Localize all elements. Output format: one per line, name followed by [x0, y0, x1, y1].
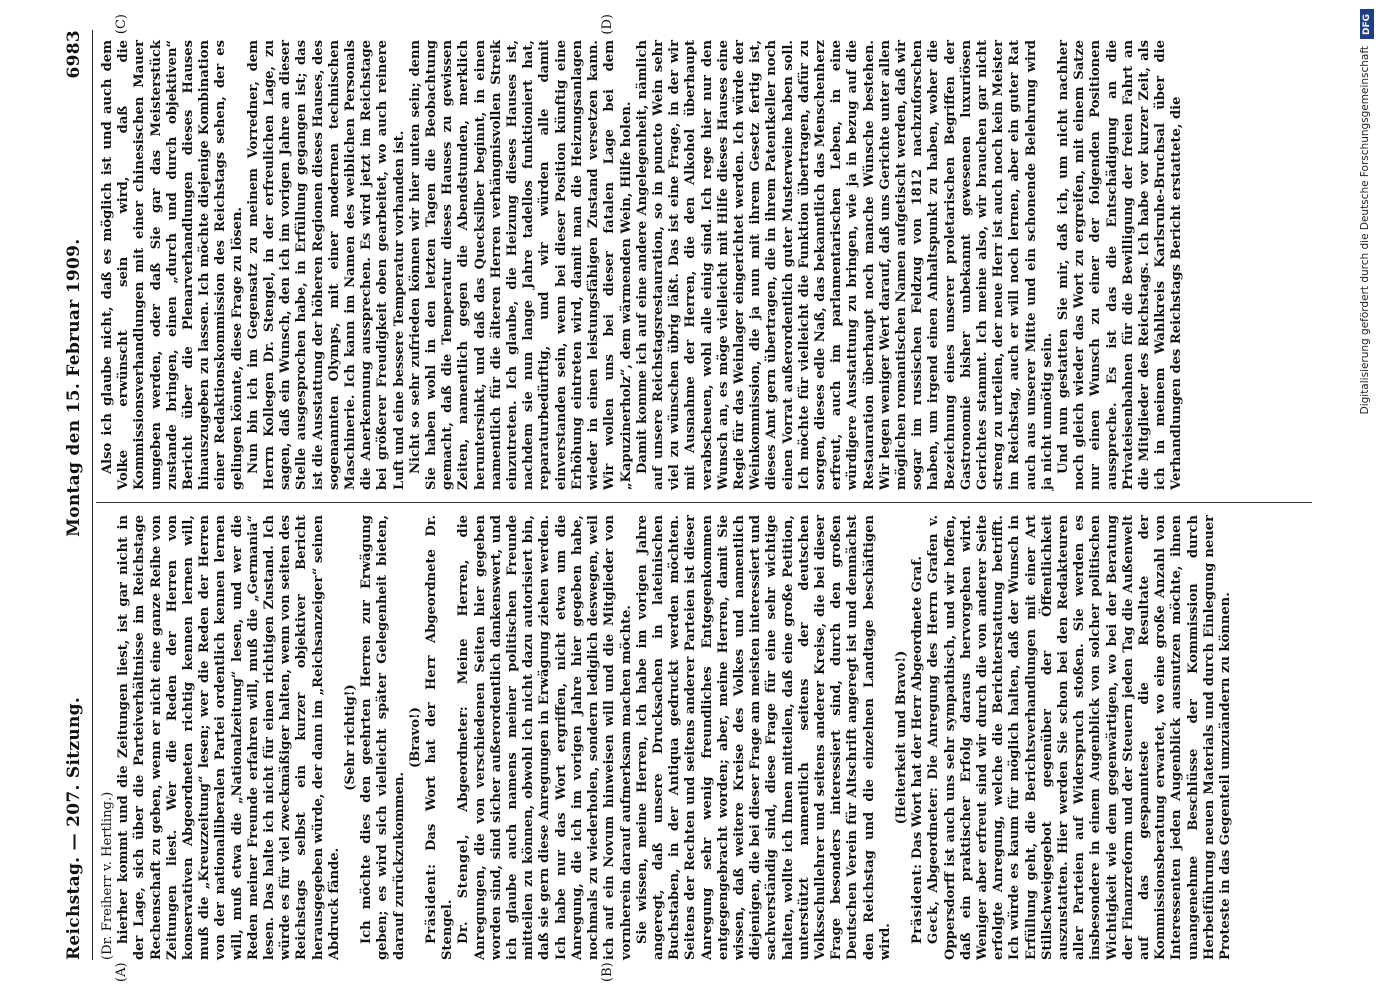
speaker-name: Dr. Stengel, — [456, 833, 472, 944]
paragraph: Nun bin ich im Gegensatz zu meinem Vorredner, dem Herrn Kollegen Dr. Stengel, in der erfreulichen Lage, zu sagen, daß ein Wunsch, den ich im vorigen Jahre an dieser Stelle ausgesprochen habe, in Erfüllung gegangen ist; das ist die Ausstattung der höheren Regionen dieses Hauses, des sogenannten Olymps, mit einer modernen technischen Maschinerie. Ich kann im Namen des weiblichen Personals die Anerkennung aussprechen. Es wird jetzt im Reichstage bei größerer Freudigkeit oben gearbeitet, wo auch reinere Luft und eine bessere Temperatur vorhanden ist. — [245, 40, 407, 490]
dfg-logo: DFG — [1360, 9, 1374, 39]
margin-marker-c: (C) — [114, 14, 129, 35]
paragraph: Nicht so sehr zufrieden können wir hier unten sein; denn Sie haben wohl in den letzten Tagen die Beobachtung gemacht, daß die Temperatur dieses Hauses zu gewissen Zeiten, namentlich gegen die Abendstunden, merklich heruntersinkt, und daß das Quecksilber beginnt, in einen namentlich für die älteren Herren verhängnisvollen Streik einzutreten. Ich glaube, die Heizung dieses Hauses ist, nachdem sie nun lange Jahre tadellos funktioniert hat, reparaturbedürftig, und wir würden alle damit einverstanden sein, wenn bei dieser Position künftig eine Erhöhung eintreten wird, damit man die Heizungsanlagen wieder in einen leistungsfähigen Zustand versetzen kann. Wir wollen uns bei dieser fatalen Lage bei dem „Kapuzinerholz“, dem wärmenden Wein, Hilfe holen. — [407, 40, 634, 490]
header-left: Reichstag. — 207. Sitzung. — [64, 696, 84, 960]
margin-marker-b: (B) — [600, 962, 615, 982]
column-divider — [96, 502, 1312, 503]
speaker-paragraph — [926, 515, 1234, 960]
paragraph: Sie wissen, meine Herren, ich habe im vorigen Jahre angeregt, daß unsere Drucksachen in lateinischen Buchstaben, in der Antiqua gedruckt werden möchten. Seitens der Rechten und seitens anderer Parteien ist dieser Anregung sehr wenig freundliches Entgegenkommen entgegengebracht worden; aber, meine Herren, damit Sie wissen, daß weitere Kreise des Volkes und namentlich diejenigen, die bei dieser Frage am meisten interessiert und sachverständig sind, diese Frage für eine sehr wichtige halten, wollte ich Ihnen mitteilen, daß eine große Petition, unterstützt namentlich seitens der deutschen Volksschullehrer und seitens anderer Kreise, die bei dieser Frage besonders interessiert sind, durch den großen Deutschen Verein für Altschrift angeregt ist und demnächst den Reichstag und die einzelnen Landtage beschäftigen wird. — [634, 515, 893, 960]
interjection: (Heiterkeit und Bravo!) — [893, 650, 909, 825]
speech-text: Abgeordneter: Die Anregung des Herrn Grafen v. Oppersdorff ist auch uns sehr sympathisch, und wir hoffen, daß ein praktischer Erfolg daraus hervorgehen wird. Weniger aber erfreut sind wir durch die von anderer Seite erfolgte Anregung, welche die Berichterstattung betrifft. Ich würde es kaum für möglich halten, daß der Wunsch in Erfüllung geht, die Berichtsverhandlungen mit einer Art Stillschweigegebot gegenüber der Öffentlichkeit auszustatten. Hier werden Sie schon bei den Redakteuren aller Parteien auf Widerspruch stoßen. Sie werden es insbesondere in einem Augenblick von solcher politischen Wichtigkeit wie dem gegenwärtigen, wo bei der Beratung der Finanzreform und der Steuern jeden Tag die Außenwelt auf das gespannteste die Resultate der Kommissionsberatung erwartet, wo eine große Anzahl von Interessenten jeden Augenblick ausnutzen möchte, ihnen unangenehme Beschlüsse der Kommission durch Herbeiführung neuen Materials und durch Einlegung neuer Proteste in das Gegenteil umzuändern zu können. — [926, 515, 1234, 960]
interjection: (Sehr richtig!) — [343, 684, 359, 791]
running-speaker: (Dr. Freiherr v. Hertling.) — [100, 791, 115, 960]
paragraph: Und nun gestatten Sie mir, daß ich, um nicht nachher noch gleich wieder das Wort zu ergreifen, mit einem Satze nur einen Wunsch zu einer der folgenden Positionen ausspreche. Es ist das die Entschädigung an die Privateisenbahnen für die Bewilligung der freien Fahrt an die Mitglieder des Reichstags. Ich habe vor kurzer Zeit, als ich in meinem Wahlkreis Karlsruhe-Bruchsal über die Verhandlungen des Reichstags Bericht erstattete, die — [1055, 40, 1185, 490]
speech-text: Das Wort hat der Herr Abgeordnete Dr. Stengel. — [424, 515, 456, 960]
header-rule — [92, 30, 93, 960]
speech-text: Abgeordneter: Meine Herren, die Anregungen, die von verschiedenen Seiten hier gegeben worden sind, sind sicher außerordentlich dankenswert, und ich glaube auch namens meiner politischen Freunde mitteilen zu können, obwohl ich nicht dazu autorisiert bin, daß sie gern diese Anregungen in Erwägung ziehen werden. Ich habe nur das Wort ergriffen, nicht etwa um die Anregung, die ich im vorigen Jahre hier gegeben habe, nochmals zu wiederholen, sondern lediglich deswegen, weil ich auf ein Novum hinweisen will und die Mitglieder von vornherein darauf aufmerksam machen möchte. — [456, 515, 634, 960]
digitization-credit-rail — [1349, 0, 1383, 1000]
margin-marker-d: (D) — [600, 14, 615, 35]
speaker-name: Geck, — [926, 900, 942, 944]
speaker-name: Präsident: — [910, 863, 926, 944]
right-column — [100, 14, 1312, 490]
speaker-paragraph — [424, 515, 456, 960]
page-number: 6983 — [64, 30, 84, 79]
paragraph: Ich möchte dies den geehrten Herren zur Erwägung geben; es wird sich vielleicht später Gelegenheit bieten, darauf zurückzukommen. — [359, 515, 407, 960]
digitization-credit: Digitalisierung gefördert durch die Deutsche Forschungsgemeinschaft — [1359, 46, 1371, 415]
margin-marker-a: (A) — [114, 962, 129, 982]
page-header — [62, 30, 86, 960]
left-column — [100, 515, 1312, 982]
paragraph: Also ich glaube nicht, daß es möglich ist und auch dem Volke erwünscht sein wird, daß die Kommissionsverhandlungen mit einer chinesischen Mauer umgeben werden, oder daß Sie gar das Meisterstück zustande bringen, einen „durch und durch objektiven“ Bericht über die Plenarverhandlungen dieses Hauses hinauszugeben zu lassen. Ich möchte diejenige Kombination einer Redaktionskommission des Reichstags sehen, der es gelingen könnte, diese Frage zu lösen. — [100, 40, 245, 490]
speaker-paragraph — [910, 515, 926, 960]
paragraph: Damit komme ich auf eine andere Angelegenheit, nämlich auf unsere Reichstagsrestauration, so in puncto Wein sehr viel zu wünschen übrig läßt. Das ist eine Frage, in der wir mit Ausnahme der Herren, die den Alkohol überhaupt verabscheuen, wohl alle einig sind. Ich rege hier nur den Wunsch an, es möge vielleicht mit Hilfe dieses Hauses eine Regie für das Weinlager eingerichtet werden. Ich würde der Weinkommission, die ja nun mit ihrem Gesetz fertig ist, dieses Amt gern übertragen, die in ihrem Patentkeller noch einen Vorrat außerordentlich guter Musterweine haben soll. Ich möchte für vielleicht die Funktion übertragen, dafür zu sorgen, dieses edle Naß, das bekanntlich das Menschenherz erfreut, auch im parlamentarischen Leben, in eine würdigere Ausstattung zu bringen, wie ja in bezug auf die Restauration überhaupt noch manche Wünsche bestehen. Wir legen weniger Wert darauf, daß uns Gerichte unter allen möglichen romantischen Namen aufgetischt werden, daß wir sogar im russischen Feldzug von 1812 nachzuforschen haben, um irgend einen Anhaltspunkt zu haben, woher die Bezeichnung eines unserer proletarischen Begriffen der Gastronomie bisher unbekannt gewesenen luxuriösen Gerichtes stammt. Ich meine also, wir brauchen gar nicht streng zu urteilen, der neue Herr ist auch noch kein Meister im Reichstag, auch er will noch lernen, aber ein guter Rat auch aus unserer Mitte und ein schonende Belehrung wird ja nicht unnötig sein. — [634, 40, 1055, 490]
speech-text: Das Wort hat der Herr Abgeordnete Graf. — [910, 556, 926, 859]
scanned-page — [22, 0, 1362, 1000]
interjection: (Bravo!) — [407, 707, 423, 768]
paragraph: hierher kommt und die Zeitungen liest, ist gar nicht in der Lage, sich über die Parteiverhältnisse im Reichstage Rechenschaft zu geben, wenn er nicht eine ganze Reihe von Zeitungen liest. Wer die Reden der Herren von konservativen Abgeordneten richtig kennen lernen will, muß die „Kreuzzeitung“ lesen; wer die Reden der Herren von der nationalliberalen Partei ordentlich kennen lernen will, muß etwa die „Nationalzeitung“ lesen, und wer die Reden meiner Freunde erfahren will, muß die „Germania“ lesen. Das halte ich nicht für einen richtigen Zustand. Ich würde es für viel zweckmäßiger halten, wenn von seiten des Reichstags selbst ein kurzer objektiver Bericht herausgegeben würde, der dann im „Reichsanzeiger“ seinen Abdruck fände. — [116, 515, 342, 960]
speaker-name: Präsident: — [424, 863, 440, 944]
header-date: Montag den 15. Februar 1909. — [64, 238, 84, 537]
speaker-paragraph — [456, 515, 634, 960]
